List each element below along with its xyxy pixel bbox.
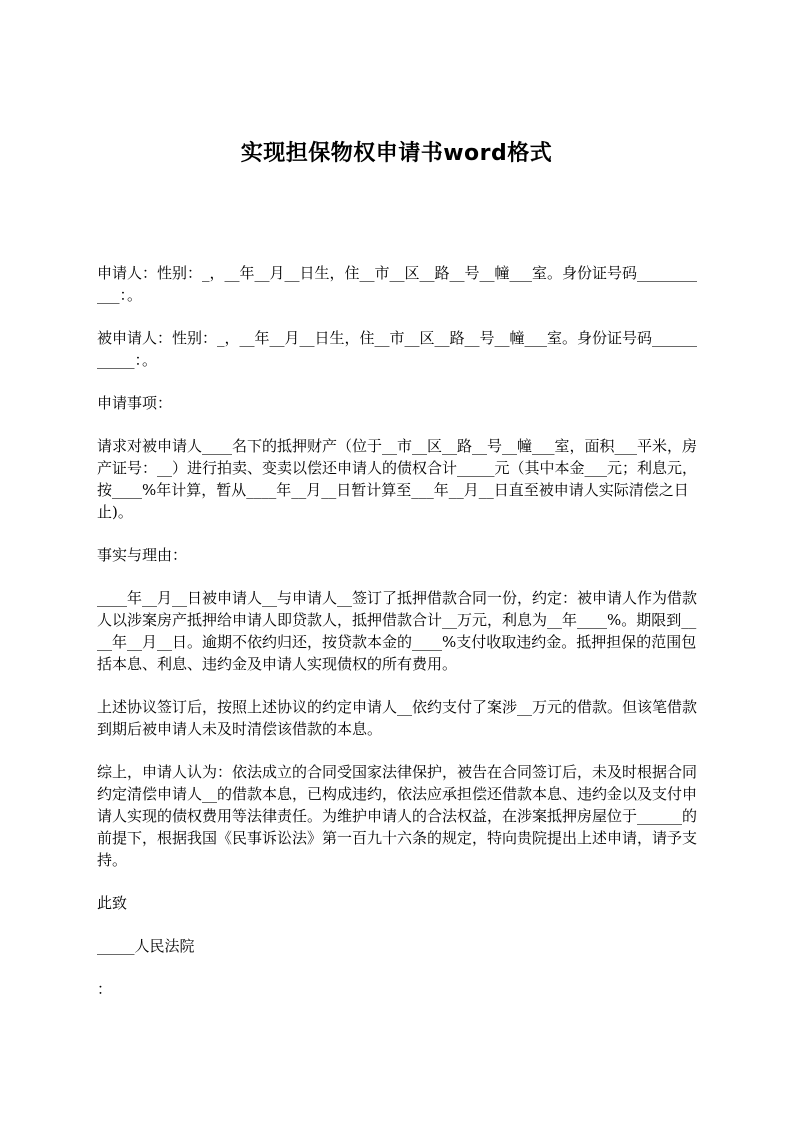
document-title: 实现担保物权申请书word格式: [240, 141, 553, 166]
paragraph-request: 请求对被申请人____名下的抵押财产（位于__市__区__路__号__幢___室，面积___平米，房产证号：__）进行拍卖、变卖以偿还申请人的债权合计_____元（其中本金___元；利息元，按____%年计算，暂从____年__月__日暂计算至___年__月__日直至被申请人实际清偿之日止)。: [97, 437, 698, 521]
paragraph-facts: ____年__月__日被申请人__与申请人__签订了抵押借款合同一份，约定：被申请人作为借款人以涉案房产抵押给申请人即贷款人，抵押借款合计__万元，利息为__年____%。期限到____年__月__日。逾期不依约归还，按贷款本金的____%支付收取违约金。抵押担保的范围包括本息、利息、违约金及申请人实现债权的所有费用。: [97, 589, 698, 673]
signature-line: ：: [97, 980, 113, 998]
court-name: _____人民法院: [97, 937, 195, 955]
paragraph-conclusion: 综上，申请人认为：依法成立的合同受国家法律保护，被告在合同签订后，未及时根据合同约定清偿申请人__的借款本息，已构成违约，依法应承担偿还借款本息、违约金以及支付申请人实现的债权费用等法律责任。为维护申请人的合法权益，在涉案抵押房屋位于______的前提下，根据我国《民事诉讼法》第一百九十六条的规定，特向贵院提出上述申请，请予支持。: [97, 763, 698, 869]
paragraph-applicant: 申请人：性别：_，__年__月__日生，住__市__区__路__号__幢___室。身份证号码___________：。: [97, 264, 698, 304]
document-body: [97, 262, 697, 1021]
heading-facts-and-reasons: 事实与理由：: [97, 546, 188, 564]
closing-salutation: 此致: [97, 894, 128, 912]
paragraph-performance: 上述协议签订后，按照上述协议的约定申请人__依约支付了案涉__万元的借款。但该笔借款到期后被申请人未及时清偿该借款的本息。: [97, 698, 698, 738]
paragraph-respondent: 被申请人：性别：_，__年__月__日生，住__市__区__路__号__幢___室。身份证号码___________：。: [97, 329, 698, 369]
heading-application-items: 申请事项：: [97, 394, 173, 412]
